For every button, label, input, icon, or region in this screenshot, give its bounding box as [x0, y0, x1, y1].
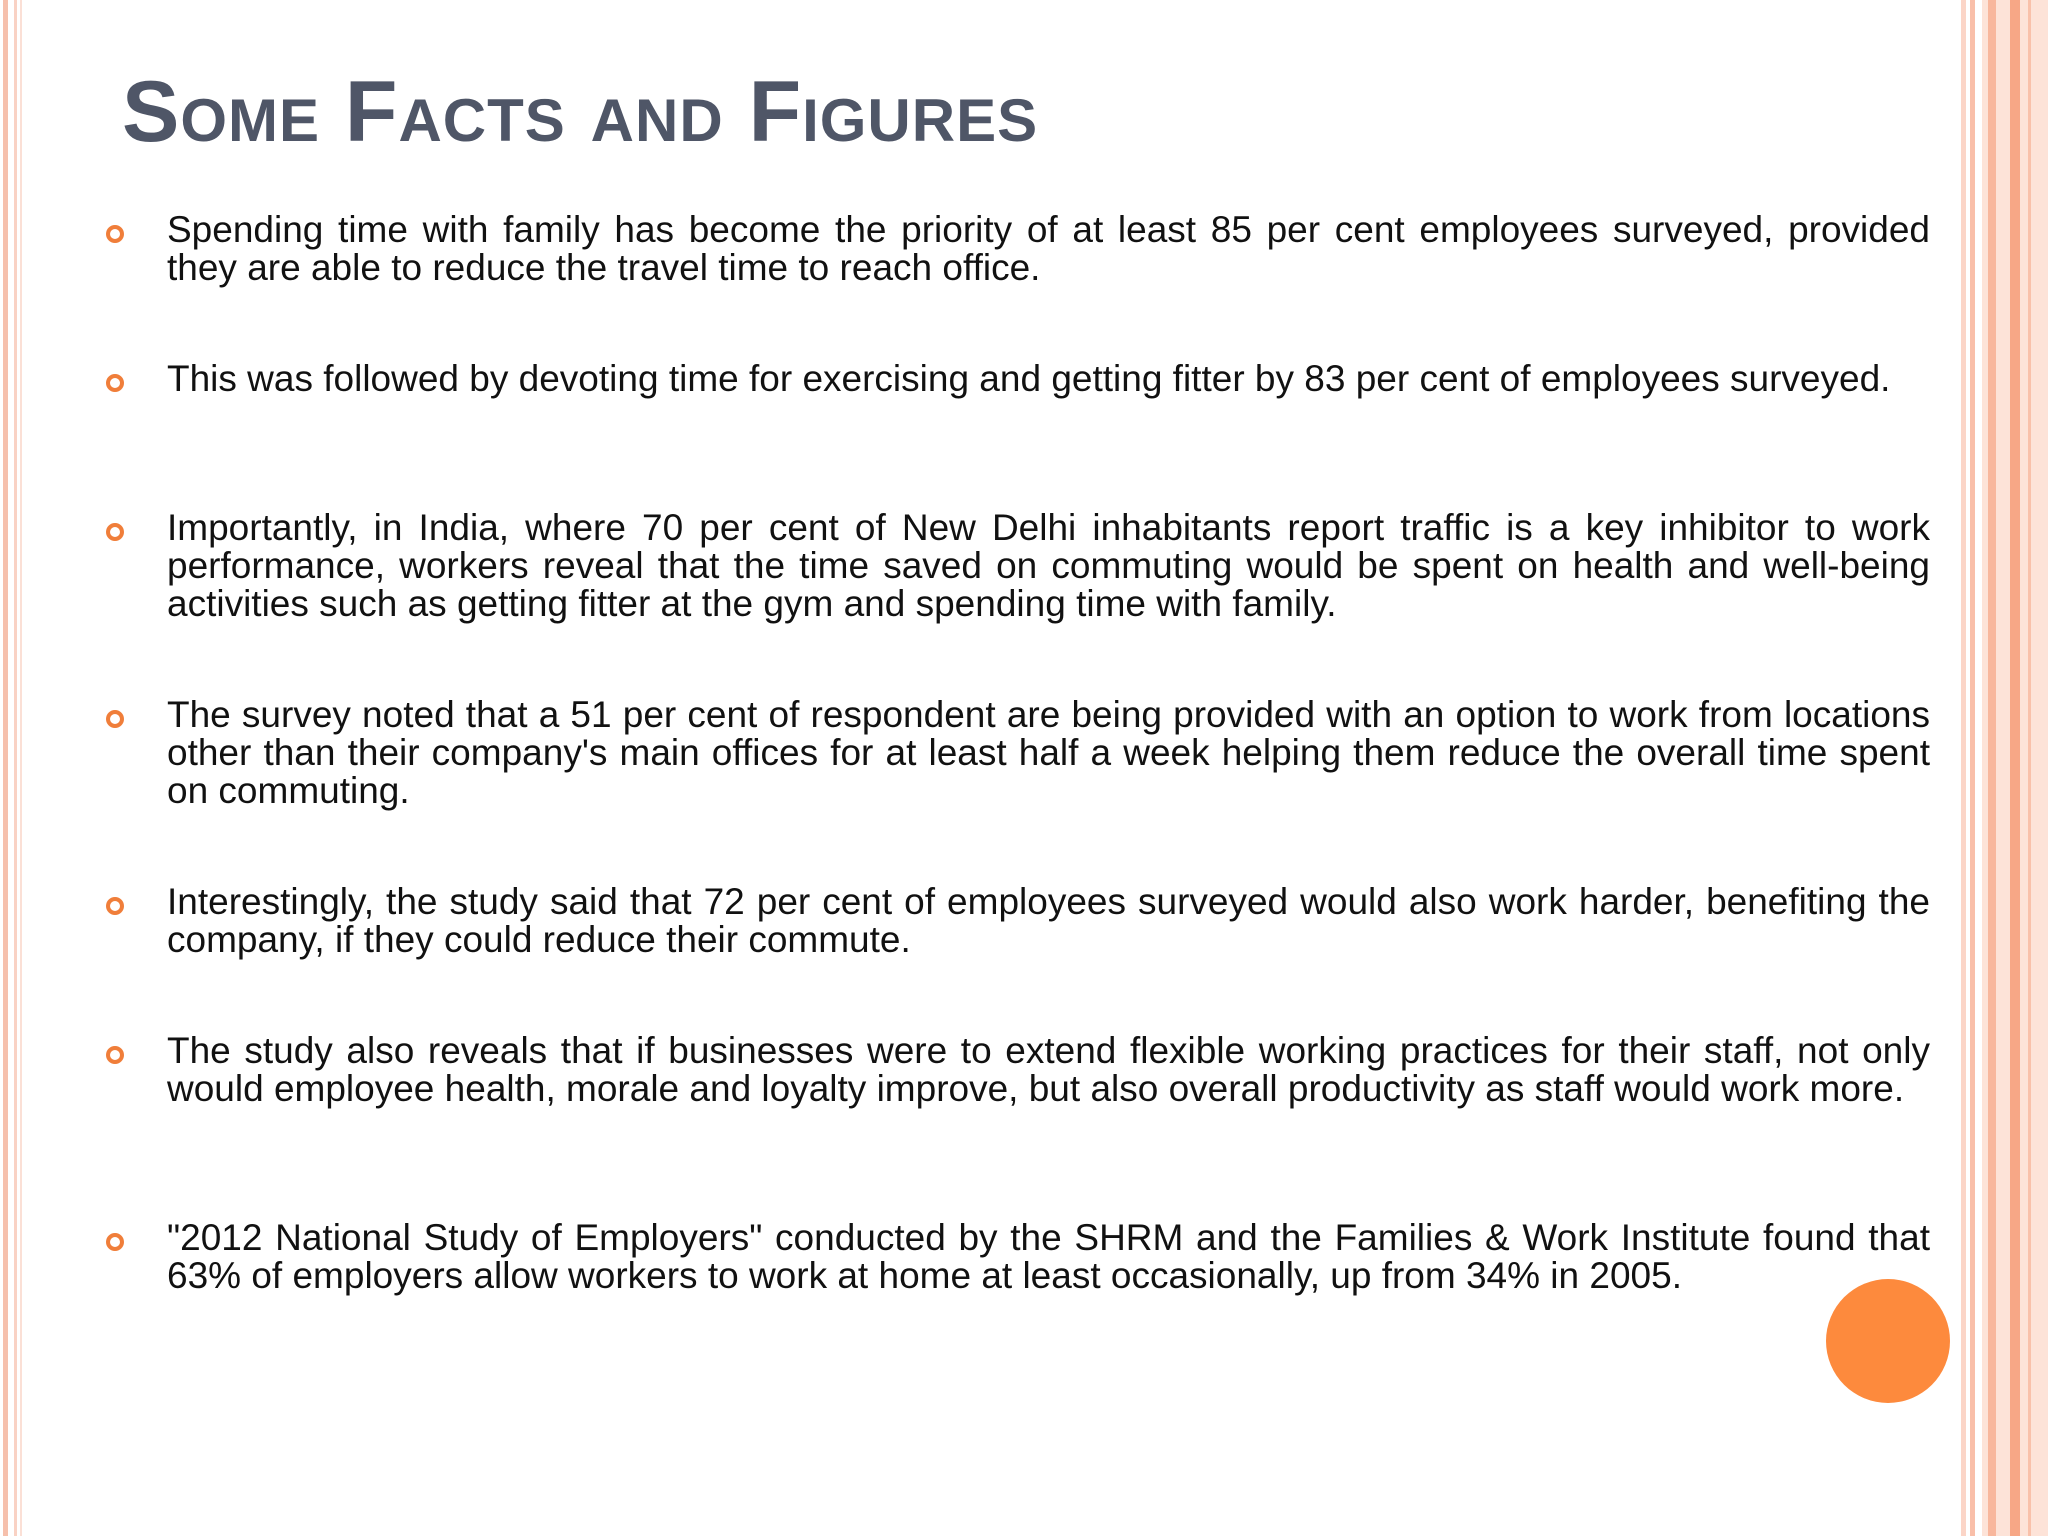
right-border-stripe	[2028, 0, 2031, 1536]
bullet-text: The survey noted that a 51 per cent of respondent are being provided with an option to work from locations other than their company's main offices for at least half a week helping them reduce the overall time spent on commuting.	[167, 694, 1930, 811]
bullet-text: Importantly, in India, where 70 per cent of New Delhi inhabitants report traffic is a key inhibitor to work performance, workers reveal that the time saved on commuting would be spent on health and well-being activities such as getting fitter at the gym and spending time with family.	[167, 507, 1930, 624]
right-border-stripe	[1970, 0, 1975, 1536]
left-border-stripe	[14, 0, 17, 1536]
bullet-text: "2012 National Study of Employers" conducted by the SHRM and the Families & Work Institute found that 63% of employers allow workers to work at home at least occasionally, up from 34% in 2005.	[167, 1217, 1930, 1296]
left-border-stripe	[3, 0, 8, 1536]
right-border-stripe	[1961, 0, 1966, 1536]
bullet-icon	[106, 523, 124, 541]
bullet-text: The study also reveals that if businesses were to extend flexible working practices for their staff, not only would employee health, morale and loyalty improve, but also overall productivity as staff would work more.	[167, 1030, 1930, 1109]
right-border-stripe	[1988, 0, 1996, 1536]
bullet-icon	[106, 710, 124, 728]
bullet-icon	[106, 1046, 124, 1064]
bullet-icon	[106, 374, 124, 392]
slide-title: Some Facts and Figures	[122, 64, 1039, 160]
right-border-stripe	[2010, 0, 2020, 1536]
bullet-icon	[106, 1233, 124, 1251]
left-border-stripe	[20, 0, 22, 1536]
bullet-icon	[106, 897, 124, 915]
bullet-text: This was followed by devoting time for exercising and getting fitter by 83 per cent of employees surveyed.	[167, 358, 1891, 399]
accent-circle	[1826, 1279, 1950, 1403]
bullet-text: Spending time with family has become the priority of at least 85 per cent employees surveyed, provided they are able to reduce the travel time to reach office.	[167, 209, 1930, 288]
bullet-icon	[106, 225, 124, 243]
bullet-text: Interestingly, the study said that 72 per cent of employees surveyed would also work harder, benefiting the company, if they could reduce their commute.	[167, 881, 1930, 960]
